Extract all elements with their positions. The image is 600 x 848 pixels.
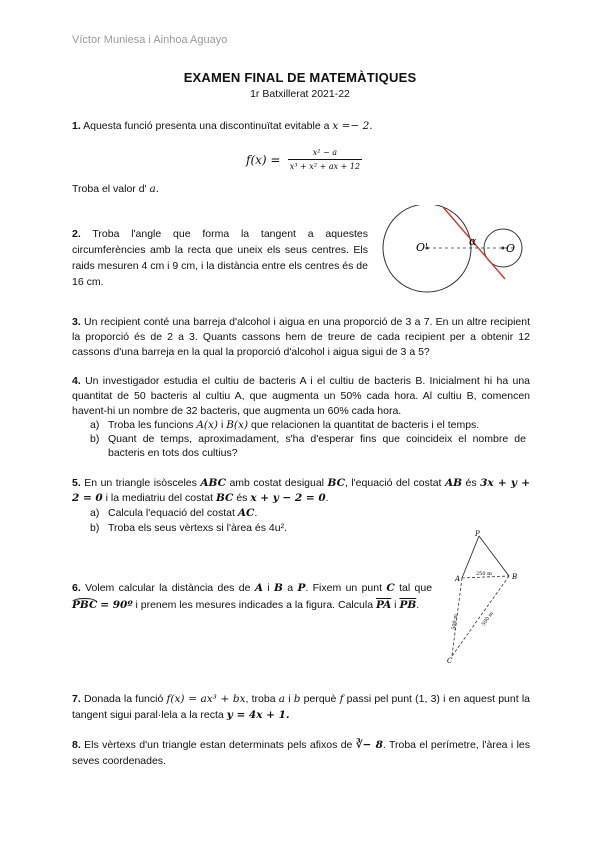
q5-a-label: a) — [90, 507, 100, 519]
q1-denominator: x³ + x² + ax + 12 — [288, 159, 362, 171]
label-AB-length: 250 m — [476, 571, 492, 577]
q5-b-text: Troba els seus vèrtexs si l'àrea és 4u². — [108, 522, 288, 534]
q7-t3: perquè — [303, 693, 337, 705]
q1-formula — [246, 148, 362, 171]
q4-a-i: i — [220, 419, 224, 431]
q4-text: Un investigador estudia el cultiu de bacteris A i el cultiu de bacteris B. Inicialment hi ha una quantitat de 50 bacteris al cultiu A, que augmenta un 50% cada hora. Al cultiu B, comencen havent-hi un nombre de 32 bacteris, que augmenta un 60% cada hora. — [72, 375, 531, 417]
exam-subtitle: 1r Batxillerat 2021-22 — [250, 88, 350, 100]
q6-t1: Volem calcular la distància des de — [85, 582, 251, 594]
label-A: A — [455, 575, 461, 583]
q3-number: 3. — [72, 316, 81, 328]
q1-var: a. — [149, 183, 160, 195]
label-C: C — [447, 657, 453, 665]
q5-b-label: b) — [90, 522, 100, 534]
q4-a-label: a) — [90, 419, 100, 431]
q8-root: ∛− 8 — [355, 739, 383, 751]
q6-t4: i prenem les mesures indicades a la figura. Calcula — [135, 599, 374, 611]
q2-number: 2. — [72, 228, 81, 240]
q7-line: y = 4x + 1. — [226, 709, 290, 721]
q6-pa: $\overline{PA}$ — [375, 599, 392, 611]
q5-ab: AB — [444, 477, 462, 489]
q5-part-a — [90, 506, 530, 520]
label-AC-length: 500 m — [451, 613, 460, 631]
q2-text: Troba l'angle que forma la tangent a aquestes circumferències amb la recta que uneix els seus centres. Els raids mesuren 4 cm i 9 cm, i la distància entre els centres és de 16 cm. — [72, 228, 368, 288]
q4-a-post: que relacionen la quantitat de bacteris i el temps. — [250, 419, 480, 431]
question-1 — [72, 119, 530, 134]
label-BC-length: 500 m — [480, 610, 495, 628]
q1-formula-lhs: f(x) = — [246, 152, 281, 167]
q7-number: 7. — [72, 693, 81, 705]
question-4 — [72, 374, 530, 419]
q6-P: P — [297, 582, 306, 594]
q1-text2: Troba el valor d' — [72, 183, 147, 195]
label-B: B — [512, 573, 518, 581]
q1-number: 1. — [72, 120, 81, 132]
label-O-prime: O' — [416, 241, 429, 254]
q6-B: B — [274, 582, 283, 594]
q1-text: Aquesta funció presenta una discontinuïtat evitable a — [83, 120, 330, 132]
q5-t6: és — [236, 492, 248, 504]
q5-a-pre: Calcula l'equació del costat — [108, 507, 235, 519]
q8-t1: Els vèrtexs d'un triangle estan determinats pels afixos de — [84, 739, 353, 751]
q6-C: C — [386, 582, 395, 594]
q5-t4: és — [465, 477, 477, 489]
q3-text: Un recipient conté una barreja d'alcohol i aigua en una proporció de 3 a 7. En un altre recipient la proporció és de 2 a 3. Quants cassons hem de treure de cada recipient per a obtenir 12 cassons d'una barreja en la qual la proporció d'alcohol i aigua sigui de 3 a 5? — [72, 316, 530, 358]
q6-A: A — [254, 582, 263, 594]
exam-title: EXAMEN FINAL DE MATEMÀTIQUES — [183, 70, 417, 85]
question-7 — [72, 691, 530, 723]
q6-t2: . Fixem un punt — [305, 582, 383, 594]
q5-abc: ABC — [200, 477, 226, 489]
q1-fraction — [288, 148, 362, 171]
question-2 — [72, 226, 368, 290]
q2-circles-figure — [380, 205, 540, 305]
q6-i1: i — [267, 582, 270, 594]
q7-t2: , troba — [245, 693, 276, 705]
q5-eq2: x + y − 2 = 0 — [250, 492, 326, 504]
author-line: Víctor Muniesa i Ainhoa Aguayo — [72, 34, 228, 46]
question-6 — [72, 580, 432, 614]
q7-a: a — [278, 693, 286, 705]
q7-b: b — [293, 693, 301, 705]
q8-t2: . Troba el perímetre, l'àrea i les seves coordenades. — [72, 739, 530, 767]
q5-bc: BC — [327, 477, 345, 489]
q4-b-text: Quant de temps, aproximadament, s'ha d'esperar fins que coincideix el nombre de bacteris en tots dos cultius? — [108, 433, 526, 459]
q4-part-b — [90, 432, 530, 460]
q4-a-fA: A(x) — [196, 419, 219, 431]
q6-t3: tal que — [399, 582, 433, 594]
q4-a-fB: B(x) — [226, 419, 249, 431]
label-P: P — [475, 530, 480, 538]
segment-PB — [479, 536, 509, 576]
label-O: O — [506, 242, 516, 255]
q7-i: i — [288, 693, 291, 705]
q5-t7: . — [325, 492, 329, 504]
q6-triangle-figure — [442, 530, 522, 665]
q4-number: 4. — [72, 375, 81, 387]
q1-condition: x =− 2. — [332, 120, 373, 132]
q6-eq: = 90º — [100, 599, 133, 611]
q7-t4: passi pel punt (1, 3) i en aquest punt la tangent sigui paral·lela a la recta — [72, 693, 530, 721]
q6-t5: . — [416, 599, 420, 611]
label-alpha: α — [469, 235, 477, 248]
q5-eq1: 3x + y + 2 = 0 — [72, 477, 531, 504]
q7-f: f(x) = ax³ + bx — [166, 693, 246, 705]
q5-number: 5. — [72, 477, 81, 489]
q6-number: 6. — [72, 582, 81, 594]
q5-a-post: . — [254, 507, 258, 519]
q5-t3: , l'equació del costat — [344, 477, 442, 489]
q5-bc2: BC — [215, 492, 234, 504]
center-small — [502, 247, 505, 250]
q4-a-pre: Troba les funcions — [108, 419, 194, 431]
q1-numerator: x² − a — [312, 148, 338, 157]
q6-pbc: PBC — [72, 599, 98, 611]
q6-i2: i — [394, 599, 397, 611]
q8-number: 8. — [72, 739, 81, 751]
q5-t5: i la mediatriu del costat — [105, 492, 214, 504]
q7-t1: Donada la funció — [83, 693, 164, 705]
q4-b-label: b) — [90, 433, 100, 445]
q5-t2: amb costat desigual — [229, 477, 324, 489]
question-5 — [72, 476, 530, 506]
q6-a1: a — [287, 582, 294, 594]
q5-t1: En un triangle isòsceles — [84, 477, 197, 489]
q6-pb: $\overline{PB}$ — [399, 599, 417, 611]
q5-a-var: AC — [237, 507, 255, 519]
q7-fname: f — [339, 693, 344, 705]
q4-part-a — [90, 418, 530, 432]
question-8 — [72, 737, 530, 769]
question-3 — [72, 315, 530, 360]
q1-followup — [72, 182, 530, 197]
